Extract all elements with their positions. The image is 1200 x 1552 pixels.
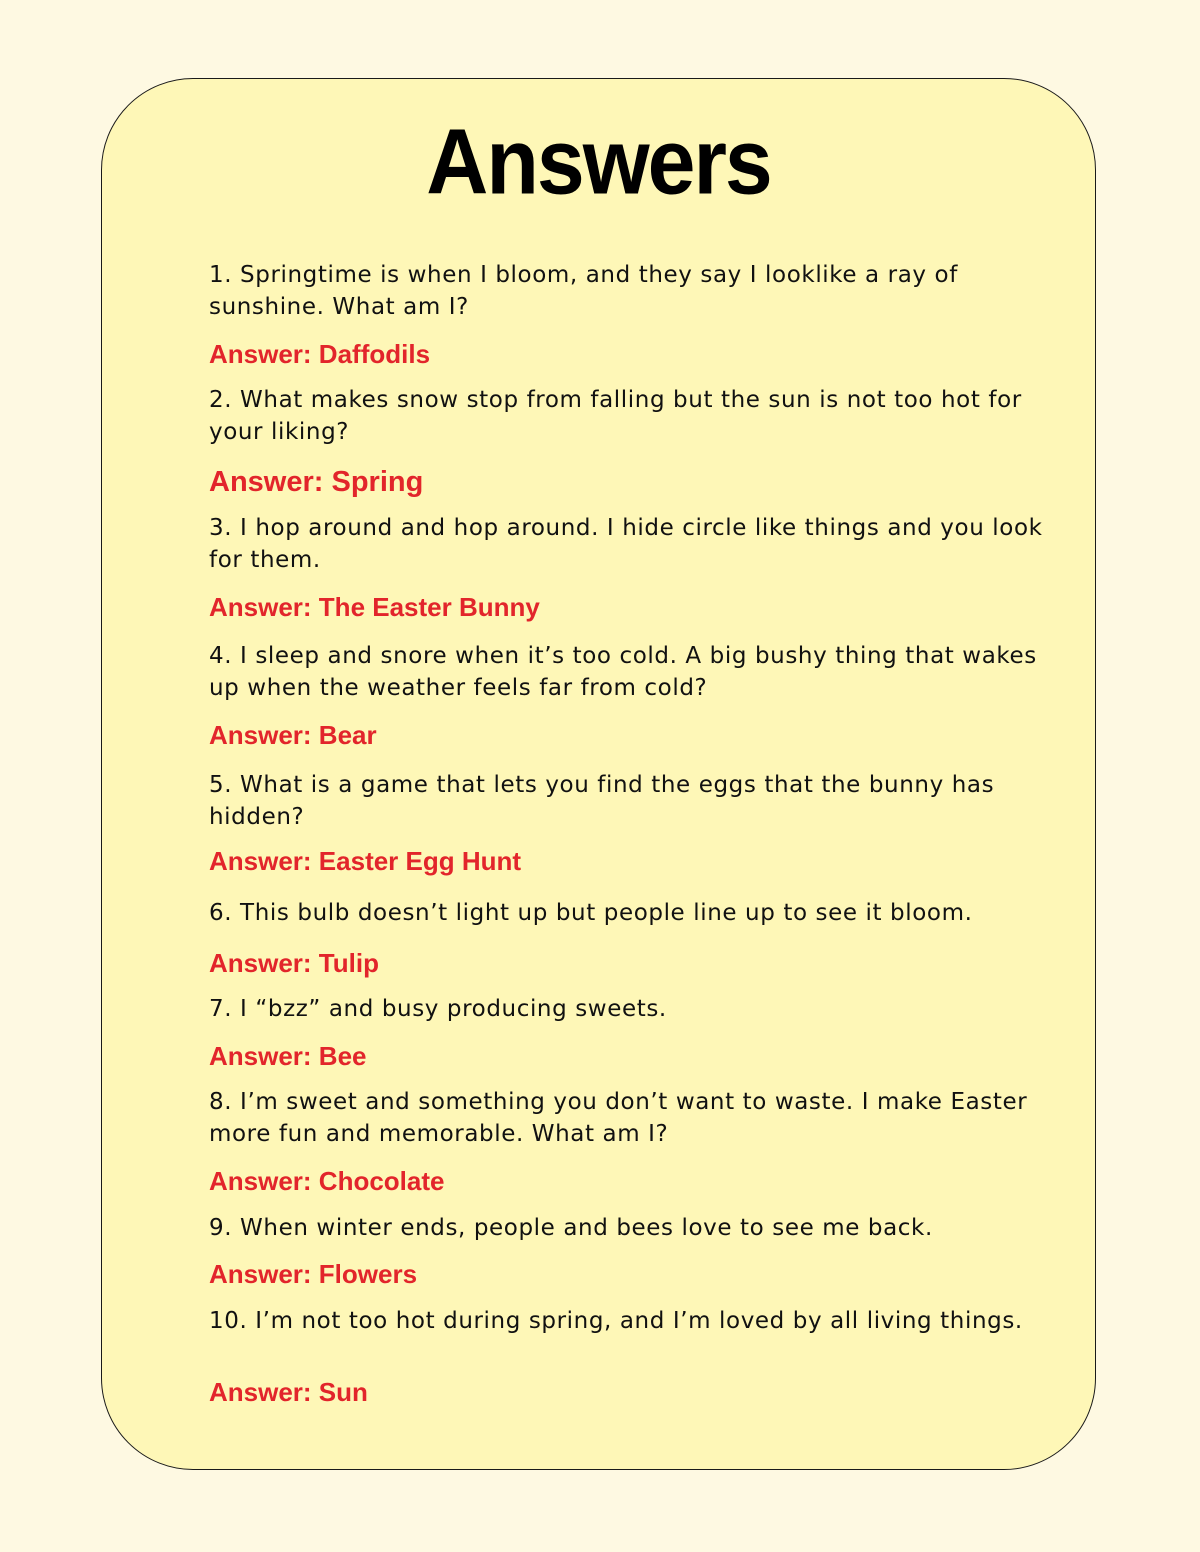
riddle-question: 8. I’m sweet and something you don’t want to waste. I make Easter more fun and memorable. What am I? bbox=[209, 1089, 1028, 1147]
riddle-item-8 bbox=[209, 1086, 1059, 1196]
riddle-item-6 bbox=[209, 897, 1059, 978]
riddle-answer: Answer: Bee bbox=[209, 1041, 367, 1071]
riddle-item-5 bbox=[209, 769, 1059, 876]
riddle-question: 2. What makes snow stop from falling but the sun is not too hot for your liking? bbox=[209, 387, 1022, 445]
riddle-item-3 bbox=[209, 512, 1059, 622]
riddle-item-7 bbox=[209, 993, 1059, 1071]
riddle-question: 7. I “bzz” and busy producing sweets. bbox=[209, 996, 667, 1022]
riddle-question: 5. What is a game that lets you find the eggs that the bunny has hidden? bbox=[209, 772, 995, 830]
riddle-question: 4. I sleep and snore when it’s too cold. A big bushy thing that wakes up when the weather feels far from cold? bbox=[209, 643, 1037, 701]
riddle-answer: Answer: The Easter Bunny bbox=[209, 592, 540, 622]
riddle-answer: Answer: Bear bbox=[209, 720, 377, 750]
riddle-item-4 bbox=[209, 640, 1059, 750]
riddle-item-9 bbox=[209, 1212, 1059, 1289]
riddle-question: 9. When winter ends, people and bees love to see me back. bbox=[209, 1215, 933, 1241]
riddle-question: 10. I’m not too hot during spring, and I’m loved by all living things. bbox=[209, 1308, 1023, 1334]
riddle-answer: Answer: Spring bbox=[209, 466, 424, 498]
riddle-answer: Answer: Easter Egg Hunt bbox=[209, 846, 522, 876]
page-title: Answers bbox=[426, 110, 771, 214]
answers-card bbox=[101, 78, 1096, 1470]
riddle-item-2 bbox=[209, 384, 1059, 498]
riddle-item-10 bbox=[209, 1305, 1059, 1407]
riddle-answer: Answer: Daffodils bbox=[209, 339, 431, 369]
riddle-question: 1. Springtime is when I bloom, and they say I looklike a ray of sunshine. What am I? bbox=[209, 262, 958, 320]
riddle-answer: Answer: Chocolate bbox=[209, 1166, 445, 1196]
riddle-answer: Answer: Tulip bbox=[209, 948, 379, 978]
riddle-question: 6. This bulb doesn’t light up but people line up to see it bloom. bbox=[209, 900, 973, 926]
riddle-answer: Answer: Flowers bbox=[209, 1259, 418, 1289]
riddle-item-1 bbox=[209, 259, 1059, 369]
riddle-question: 3. I hop around and hop around. I hide circle like things and you look for them. bbox=[209, 515, 1043, 573]
riddle-answer: Answer: Sun bbox=[209, 1377, 368, 1407]
